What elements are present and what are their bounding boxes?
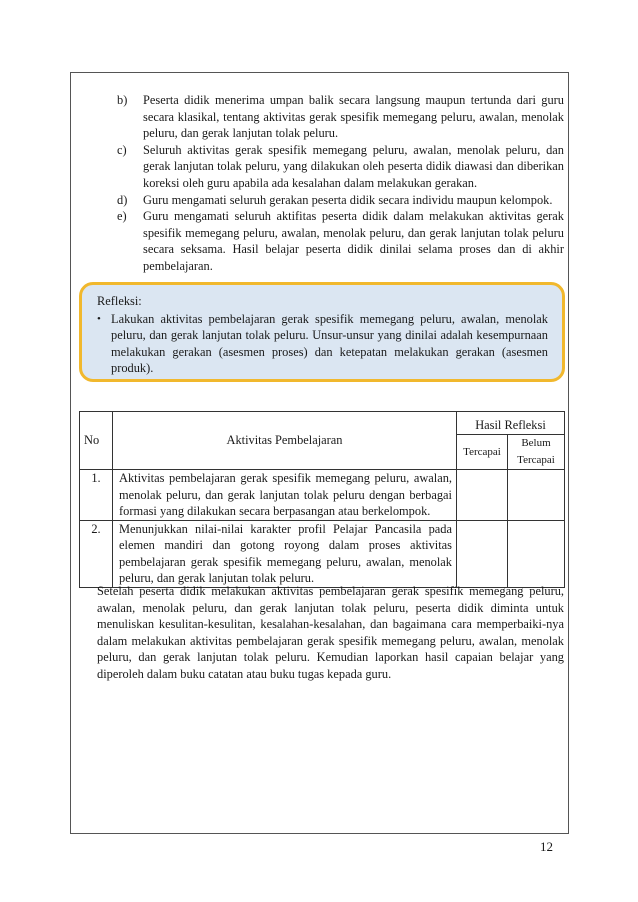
header-belum-tercapai bbox=[508, 435, 565, 470]
list-marker: c) bbox=[117, 142, 127, 157]
list-marker: e) bbox=[117, 209, 127, 224]
refleksi-item bbox=[97, 311, 548, 377]
row-aktivitas: Menunjukkan nilai-nilai karakter profil Pelajar Pancasila pada elemen mandiri dan gotong royong dalam proses aktivitas pembelajaran gerak spesifik memegang peluru, awalan, menolak peluru, dan gerak lanjutan tolak peluru. bbox=[113, 520, 457, 587]
header-no: No bbox=[80, 412, 113, 470]
row-aktivitas: Aktivitas pembelajaran gerak spesifik memegang peluru, awalan, menolak peluru, dan gerak lanjutan tolak peluru dengan berbagai formasi yang dilakukan secara berpasangan atau berkelompok. bbox=[113, 470, 457, 521]
list-marker: b) bbox=[117, 93, 128, 107]
refleksi-table bbox=[79, 411, 565, 588]
header-aktivitas: Aktivitas Pembelajaran bbox=[113, 412, 457, 470]
table-row bbox=[80, 470, 565, 521]
list-item-text: Guru mengamati seluruh aktifitas peserta didik dalam melakukan aktivitas gerak spesifik memegang peluru, awalan, menolak peluru, dan gerak lanjutan tolak peluru secara seksama. Hasil belajar peserta didik dinilai selama proses dan di akhir pembelajaran. bbox=[143, 209, 564, 273]
list-item bbox=[117, 208, 564, 274]
row-tercapai-cell bbox=[457, 520, 508, 587]
row-number: 1. bbox=[80, 470, 113, 521]
header-belum-line2: Tercapai bbox=[517, 454, 555, 466]
bullet-icon: • bbox=[97, 312, 101, 325]
row-belum-tercapai-cell bbox=[508, 520, 565, 587]
table-header-row bbox=[80, 412, 565, 435]
header-tercapai: Tercapai bbox=[457, 435, 508, 470]
refleksi-text: Lakukan aktivitas pembelajaran gerak spesifik memegang peluru, awalan, menolak peluru, dan gerak lanjutan tolak peluru. Unsur-unsur yang dinilai adalah kesempurnaan melakukan gerakan (asesmen proses) dan ketepatan melakukan gerakan (asesmen produk). bbox=[111, 311, 548, 376]
list-item bbox=[117, 142, 564, 192]
list-marker: d) bbox=[117, 192, 128, 207]
row-tercapai-cell bbox=[457, 470, 508, 521]
row-belum-tercapai-cell bbox=[508, 470, 565, 521]
list-item-text: Seluruh aktivitas gerak spesifik memegang peluru, awalan, menolak peluru, dan gerak lanjutan tolak peluru, yang dilakukan oleh peserta didik diawasi dan diberikan koreksi oleh guru apabila ada kesalahan dalam melakukan gerakan. bbox=[143, 142, 564, 190]
refleksi-title: Refleksi: bbox=[97, 294, 142, 308]
page-number: 12 bbox=[540, 839, 553, 854]
list-item bbox=[117, 92, 564, 142]
list-item-text: Peserta didik menerima umpan balik secara langsung maupun tertunda dari guru secara klasikal, tentang aktivitas gerak spesifik memegang peluru, awalan, menolak peluru, dan gerak lanjutan tolak peluru. bbox=[143, 93, 564, 141]
list-item bbox=[117, 192, 564, 209]
procedure-list bbox=[117, 92, 564, 275]
refleksi-box bbox=[79, 282, 565, 382]
header-hasil-refleksi: Hasil Refleksi bbox=[457, 412, 565, 435]
table-row bbox=[80, 520, 565, 587]
row-number: 2. bbox=[80, 520, 113, 587]
list-item-text: Guru mengamati seluruh gerakan peserta didik secara individu maupun kelompok. bbox=[143, 192, 553, 207]
header-belum-line1: Belum bbox=[521, 437, 551, 449]
closing-paragraph: Setelah peserta didik melakukan aktivitas pembelajaran gerak spesifik memegang peluru, awalan, menolak peluru, dan gerak lanjutan tolak peluru, peserta didik diminta untuk menuliskan kesulitan-kesulitan, kesalahan-kesalahan, dan bagaimana cara memperbaiki-nya dalam melakukan aktivitas pembelajaran gerak spesifik memegang peluru, awalan, menolak peluru, dan gerak lanjutan tolak peluru. Kemudian laporkan hasil capaian belajar yang diperoleh dalam buku catatan atau buku tugas kepada guru. bbox=[97, 584, 564, 681]
